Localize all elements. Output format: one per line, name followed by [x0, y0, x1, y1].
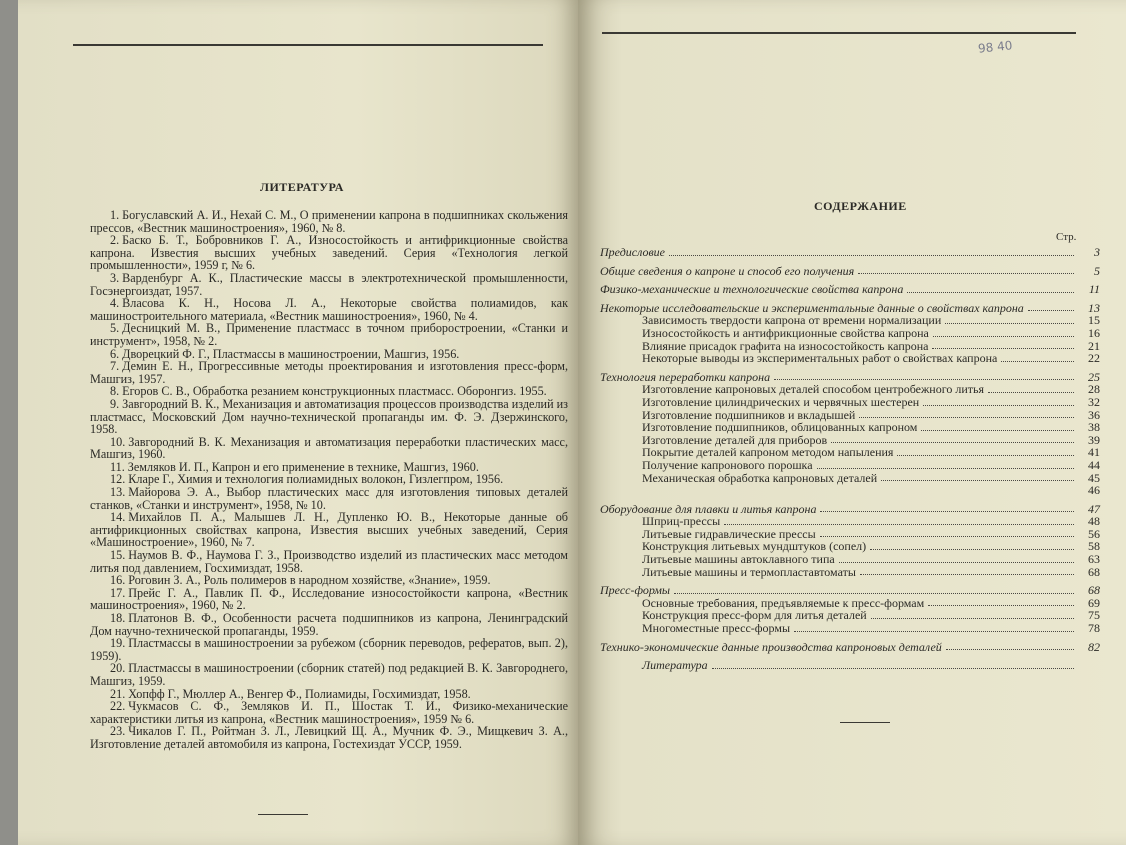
- toc-leader: [870, 549, 1074, 550]
- reference-item: [90, 297, 568, 322]
- toc-page-number: 75: [1088, 608, 1100, 623]
- reference-item: [90, 486, 568, 511]
- toc-leader: [921, 430, 1074, 431]
- toc-page-number: 38: [1088, 420, 1100, 435]
- toc-leader: [669, 255, 1074, 256]
- toc-leader: [932, 348, 1074, 349]
- toc-leader: [928, 605, 1074, 606]
- toc-leader: [881, 480, 1074, 481]
- reference-text: Десницкий М. В., Применение пластмасс в точном приборостроении, «Станки и инструмент», 1958, № 2.: [90, 321, 568, 348]
- right-page: [578, 0, 1126, 845]
- reference-text: Богуславский А. И., Нехай С. М., О применении капрона в подшипниках скольжения прессов, «Вестник машиностроения», 1960, № 8.: [90, 208, 568, 235]
- reference-number: 14.: [110, 510, 126, 525]
- toc-title: Изготовление деталей для приборов: [642, 432, 828, 447]
- reference-number: 4.: [110, 296, 120, 311]
- reference-number: 9.: [110, 396, 120, 411]
- reference-number: 11.: [110, 459, 125, 474]
- reference-text: Роговин З. А., Роль полимеров в народном хозяйстве, «Знание», 1959.: [128, 573, 491, 588]
- toc-leader: [988, 392, 1074, 393]
- toc-title: Общие сведения о капроне и способ его получения: [600, 263, 855, 278]
- toc-leader: [674, 593, 1074, 594]
- reference-number: 8.: [110, 384, 120, 399]
- toc-title: Конструкция пресс-форм для литья деталей: [642, 608, 867, 623]
- reference-text: Пластмассы в машиностроении (сборник статей) под редакцией В. К. Завгороднего, Машгиз, 1959.: [90, 661, 568, 688]
- toc-page-number: 68: [1088, 583, 1100, 598]
- reference-item: [90, 700, 568, 725]
- reference-text: Завгородний В. К. Механизация и автоматизация переработки пластических масс, Машгиз, 1960.: [90, 434, 568, 462]
- reference-item: [90, 272, 568, 297]
- reference-text: Платонов В. Ф., Особенности расчета подшипников из капрона, Ленинградский Дом научно-технической пропаганды, 1959.: [90, 611, 568, 638]
- toc-leader: [897, 455, 1074, 456]
- toc-page-number: 47: [1088, 501, 1100, 516]
- reference-text: Хопфф Г., Мюллер А., Венгер Ф., Полиамиды, Госхимиздат, 1958.: [128, 686, 471, 701]
- toc-title: Износостойкость и антифрикционные свойства капрона: [642, 325, 929, 340]
- reference-number: 22.: [110, 699, 126, 714]
- reference-item: [90, 436, 568, 461]
- right-heading: СОДЕРЖАНИЕ: [814, 199, 907, 213]
- reference-item: [90, 587, 568, 612]
- toc-title: Конструкция литьевых мундштуков (сопел): [642, 539, 867, 554]
- toc-page-number: 41: [1088, 445, 1100, 460]
- toc-title: Технология переработки капрона: [600, 369, 771, 384]
- toc-page-number: 39: [1088, 432, 1100, 447]
- pencil-note: 98 40: [977, 38, 1013, 56]
- toc-title: Пресс-формы: [600, 583, 671, 598]
- reference-list: [90, 209, 568, 751]
- toc-page-number: 13: [1088, 300, 1100, 315]
- reference-text: Чукмасов С. Ф., Земляков И. П., Шостак Т. И., Физико-механические характеристики литья из капрона, «Вестник машиностроения», 1959 № 6.: [90, 699, 568, 726]
- reference-text: Кларе Г., Химия и технология полиамидных волокон, Гизлегпром, 1956.: [128, 472, 504, 487]
- reference-text: Чикалов Г. П., Ройтман З. Л., Левицкий Щ. А., Мучник Ф. Э., Мищкевич З. А., Изготовление деталей автомобиля из капрона, Гостехиздат УССР, 1959.: [90, 724, 568, 751]
- reference-text: Наумов В. Ф., Наумова Г. З., Производство изделий из пластических масс методом литья под давлением, Госхимиздат, 1958.: [90, 548, 568, 575]
- reference-item: [90, 549, 568, 574]
- toc-title: Изготовление подшипников, облицованных капроном: [642, 420, 918, 435]
- toc-page-number: 3: [1094, 245, 1100, 259]
- toc-page-number: 28: [1088, 382, 1100, 397]
- toc-page-number: 44: [1088, 457, 1100, 472]
- toc-entry: [600, 265, 1100, 278]
- toc-title: Изготовление цилиндрических и червячных шестерен: [642, 394, 920, 409]
- toc-entry: [600, 622, 1100, 635]
- toc-page-number: 48: [1088, 514, 1100, 529]
- toc-leader: [859, 417, 1074, 418]
- reference-text: Земляков И. П., Капрон и его применение в технике, Машгиз, 1960.: [127, 459, 479, 474]
- toc-page-number: 36: [1088, 407, 1100, 422]
- reference-number: 1.: [110, 208, 120, 222]
- reference-text: Завгородний В. К., Механизация и автоматизация процессов производства изделий из пластмасс, Московский Дом научно-технической пропаганды им. Ф. Э. Дзержинского, 1958.: [90, 396, 568, 437]
- reference-number: 16.: [110, 573, 126, 588]
- toc-entry: [600, 421, 1100, 434]
- toc-leader: [858, 273, 1074, 274]
- toc-title: Зависимость твердости капрона от времени нормализации: [642, 313, 942, 328]
- reference-number: 5.: [110, 321, 120, 336]
- bottom-rule: [840, 722, 890, 723]
- reference-text: Егоров С. В., Обработка резанием конструкционных пластмасс. Оборонгиз. 1955.: [122, 384, 547, 399]
- toc-entry: [600, 283, 1100, 296]
- toc-title: Влияние присадок графита на износостойкость капрона: [642, 338, 929, 353]
- toc-page-number: 16: [1088, 325, 1100, 340]
- toc-leader: [945, 323, 1074, 324]
- toc-leader: [831, 442, 1074, 443]
- page-column-label: Стр.: [1056, 231, 1077, 243]
- reference-text: Демин Е. Н., Прогрессивные методы проектирования и изготовления пресс-форм, Машгиз, 1957.: [90, 359, 568, 386]
- reference-item: [90, 612, 568, 637]
- toc-leader: [946, 649, 1074, 650]
- toc-title: Физико-механические и технологические свойства капрона: [600, 282, 904, 297]
- toc-leader: [820, 536, 1074, 537]
- toc-page-number: 32: [1088, 394, 1100, 409]
- reference-number: 2.: [110, 233, 120, 248]
- toc-page-number: 21: [1088, 338, 1100, 353]
- toc-title: Некоторые исследовательские и экспериментальные данные о свойствах капрона: [600, 300, 1024, 315]
- toc-entry: [600, 246, 1100, 259]
- reference-number: 6.: [110, 346, 120, 361]
- toc-page-number: 56: [1088, 526, 1100, 541]
- toc-title: Литьевые машины автоклавного типа: [642, 552, 835, 567]
- toc-title: Предисловие: [600, 245, 666, 259]
- bottom-rule: [258, 814, 308, 815]
- reference-item: [90, 234, 568, 272]
- reference-number: 21.: [110, 686, 126, 701]
- reference-number: 12.: [110, 472, 126, 487]
- toc-title: Изготовление капроновых деталей способом центробежного литья: [642, 382, 984, 397]
- reference-item: [90, 209, 568, 234]
- toc-leader: [817, 468, 1074, 469]
- toc-page-number: 58: [1088, 539, 1100, 554]
- toc-entry: [600, 566, 1100, 579]
- reference-number: 15.: [110, 548, 126, 563]
- toc-entry: [600, 484, 1100, 497]
- reference-text: Майорова Э. А., Выбор пластических масс для изготовления типовых деталей станков, «Станки и инструмент», 1958, № 10.: [90, 485, 568, 512]
- toc-leader: [860, 574, 1074, 575]
- reference-text: Баско Б. Т., Бобровников Г. А., Износостойкость и антифрикционные свойства капрона. Известия высших учебных заведений. Серия «Технология легкой промышленности», 1959 г, № 6.: [90, 233, 568, 273]
- toc-page-number: 11: [1088, 282, 1100, 297]
- toc-title: Покрытие деталей капроном методом напыления: [642, 445, 894, 460]
- toc-entry: [600, 472, 1100, 485]
- toc-page-number: 69: [1088, 595, 1100, 610]
- toc-page-number: 68: [1088, 564, 1100, 579]
- toc-entry: [600, 352, 1100, 365]
- toc-leader: [923, 405, 1074, 406]
- reference-item: [90, 725, 568, 750]
- left-heading: ЛИТЕРАТУРА: [260, 180, 344, 194]
- toc-title: Некоторые выводы из экспериментальных работ о свойствах капрона: [642, 351, 998, 366]
- reference-item: [90, 360, 568, 385]
- reference-number: 23.: [110, 724, 126, 739]
- toc-title: Получение капронового порошка: [642, 457, 813, 472]
- toc-entry: [600, 396, 1100, 409]
- top-rule: [602, 32, 1076, 34]
- reference-number: 7.: [110, 359, 120, 374]
- toc-leader: [933, 336, 1074, 337]
- toc-page-number: 15: [1088, 313, 1100, 328]
- toc-entry: [600, 584, 1100, 597]
- toc-entry: [600, 659, 1100, 672]
- toc-title: Литьевые машины и термопластавтоматы: [642, 564, 856, 579]
- toc-page-number: 22: [1088, 351, 1100, 366]
- reference-number: 18.: [110, 611, 126, 625]
- reference-text: Михайлов П. А., Малышев Л. Н., Дупленко Ю. В., Некоторые данные об антифрикционных свойствах капрона, Известия высших учебных заведений, Серия «Машиностроение», 1960, № 7.: [90, 510, 568, 550]
- reference-number: 13.: [110, 485, 126, 500]
- toc-entry: [600, 553, 1100, 566]
- toc-title: Шприц-прессы: [642, 514, 721, 529]
- reference-item: [90, 322, 568, 347]
- toc-leader: [774, 379, 1074, 380]
- toc-page-number: 25: [1088, 369, 1100, 384]
- toc-page-number: 5: [1094, 263, 1100, 278]
- toc-leader: [871, 618, 1074, 619]
- toc-title: Технико-экономические данные производства капроновых деталей: [600, 639, 942, 654]
- reference-number: 20.: [110, 661, 126, 676]
- toc-leader: [712, 668, 1074, 669]
- toc-title: Литьевые гидравлические прессы: [642, 526, 816, 541]
- toc-entry: [600, 327, 1100, 340]
- left-page: [18, 0, 578, 845]
- toc-page-number: 82: [1088, 639, 1100, 654]
- toc-leader: [1028, 310, 1074, 311]
- toc-entry: [600, 515, 1100, 528]
- toc-title: Литература: [642, 658, 708, 673]
- toc-page-number: 78: [1088, 621, 1100, 636]
- reference-item: [90, 637, 568, 662]
- reference-text: Прейс Г. А., Павлик П. Ф., Исследование износостойкости капрона, «Вестник машиностроения», 1960, № 2.: [90, 585, 568, 613]
- reference-item: [90, 662, 568, 687]
- toc-title: Механическая обработка капроновых деталей: [642, 470, 878, 485]
- toc-page-number: 63: [1088, 552, 1100, 567]
- reference-text: Варденбург А. К., Пластические массы в электротехнической промышленности, Госэнергоиздат, 1957.: [90, 270, 568, 298]
- reference-text: Пластмассы в машиностроении за рубежом (сборник переводов, рефератов, вып. 2), 1959).: [90, 636, 568, 663]
- toc-page-number: 46: [1088, 483, 1100, 498]
- top-rule: [73, 44, 543, 46]
- table-of-contents: [600, 246, 1100, 672]
- reference-item: [90, 511, 568, 549]
- toc-entry: [600, 641, 1100, 654]
- toc-leader: [1001, 361, 1074, 362]
- reference-text: Дворецкий Ф. Г., Пластмассы в машиностроении, Машгиз, 1956.: [122, 346, 460, 361]
- toc-title: Изготовление подшипников и вкладышей: [642, 407, 856, 422]
- reference-item: [90, 398, 568, 436]
- toc-page-number: 45: [1088, 470, 1100, 485]
- reference-number: 17.: [110, 585, 126, 600]
- toc-leader: [724, 524, 1074, 525]
- toc-leader: [907, 292, 1074, 293]
- reference-number: 10.: [110, 434, 126, 449]
- toc-title: Основные требования, предъявляемые к пресс-формам: [642, 595, 925, 610]
- toc-entry: [600, 459, 1100, 472]
- reference-number: 3.: [110, 270, 120, 285]
- toc-title: Оборудование для плавки и литья капрона: [600, 501, 817, 516]
- reference-number: 19.: [110, 636, 126, 651]
- toc-title: Многоместные пресс-формы: [642, 621, 791, 636]
- toc-leader: [839, 562, 1074, 563]
- toc-leader: [794, 631, 1074, 632]
- toc-leader: [820, 511, 1074, 512]
- reference-text: Власова К. Н., Носова Л. А., Некоторые свойства полиамидов, как машиностроительного материала, «Вестник машиностроения», 1960, № 4.: [90, 296, 568, 323]
